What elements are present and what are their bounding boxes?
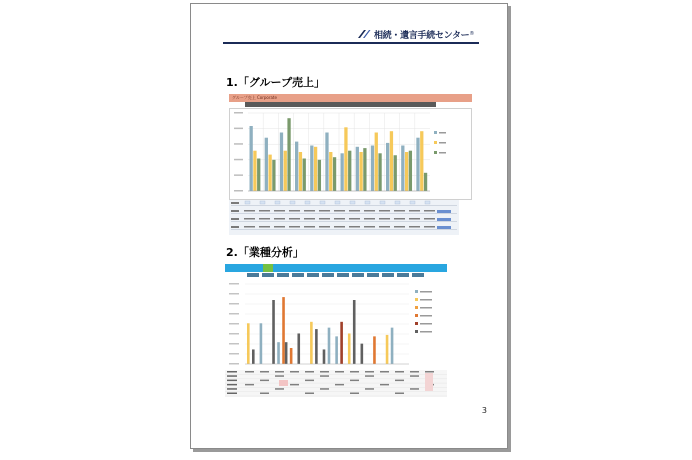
bar xyxy=(325,133,328,192)
bar xyxy=(290,348,293,364)
column-header xyxy=(350,201,355,204)
table-cell xyxy=(409,218,420,220)
bar xyxy=(268,155,271,191)
table-cell xyxy=(305,393,314,395)
legend-entry xyxy=(420,299,432,301)
table-cell xyxy=(395,371,404,373)
table-cell xyxy=(260,393,269,395)
table-cell xyxy=(424,210,435,212)
bar xyxy=(257,159,260,192)
column-header xyxy=(380,201,385,204)
row-label xyxy=(227,380,237,382)
chart2-table-cells xyxy=(225,370,447,397)
bar xyxy=(348,151,351,191)
column-header xyxy=(292,273,304,277)
bar xyxy=(333,157,336,191)
document-page xyxy=(190,3,508,449)
table-cell xyxy=(364,226,375,228)
chart2-svg xyxy=(225,278,447,370)
table-cell xyxy=(395,380,404,382)
table-cell xyxy=(274,226,285,228)
column-header xyxy=(247,273,259,277)
table-cell xyxy=(409,226,420,228)
row-label xyxy=(227,375,237,377)
table-cell xyxy=(424,218,435,220)
column-header xyxy=(260,201,265,204)
chart2-title-bar xyxy=(225,264,447,272)
page-number: 3 xyxy=(481,406,487,415)
chart-industry-analysis xyxy=(225,264,447,397)
y-tick-label xyxy=(229,303,239,305)
y-tick-label xyxy=(229,283,239,285)
bar xyxy=(285,342,288,364)
table-cell xyxy=(319,210,330,212)
bar xyxy=(252,349,255,364)
logo-text: 相続・遺言手続センター xyxy=(374,30,470,41)
bar xyxy=(260,323,263,364)
table-cell xyxy=(334,226,345,228)
column-header xyxy=(425,201,430,204)
row-label xyxy=(231,210,239,212)
table-cell xyxy=(365,375,374,377)
table-cell xyxy=(380,371,389,373)
column-header xyxy=(277,273,289,277)
row-label xyxy=(227,393,237,395)
table-cell xyxy=(379,210,390,212)
legend-swatch xyxy=(415,298,418,301)
column-header xyxy=(395,201,400,204)
y-tick-label xyxy=(229,353,239,355)
row-label xyxy=(231,218,239,220)
table-cell xyxy=(245,371,254,373)
table-cell xyxy=(305,380,314,382)
chart1-plot xyxy=(229,108,472,200)
highlight-cell xyxy=(279,380,288,386)
column-header xyxy=(365,201,370,204)
legend-entry xyxy=(420,291,432,293)
highlight-cell xyxy=(425,373,433,391)
table-cell xyxy=(425,371,434,373)
bar xyxy=(329,152,332,191)
table-cell xyxy=(289,226,300,228)
bar xyxy=(277,342,280,364)
table-cell xyxy=(244,210,255,212)
y-tick-label xyxy=(229,333,239,335)
bar xyxy=(284,151,287,191)
chart-group-sales xyxy=(229,94,472,235)
bar xyxy=(295,142,298,191)
bar xyxy=(282,297,285,364)
bar xyxy=(315,329,318,364)
row-label xyxy=(227,388,237,390)
table-cell xyxy=(320,388,329,390)
table-cell xyxy=(394,210,405,212)
table-cell xyxy=(245,384,254,386)
bar xyxy=(323,349,326,364)
table-cell xyxy=(260,380,269,382)
column-header xyxy=(410,201,415,204)
table-cell xyxy=(320,371,329,373)
y-tick-label xyxy=(229,313,239,315)
chart2-plot xyxy=(225,278,447,370)
bar xyxy=(363,148,366,191)
table-cell xyxy=(274,218,285,220)
y-tick-label xyxy=(234,159,243,161)
chart2-data-table xyxy=(225,370,447,397)
bar xyxy=(401,146,404,192)
bar xyxy=(328,328,331,364)
table-cell xyxy=(290,371,299,373)
table-cell xyxy=(349,226,360,228)
column-header xyxy=(245,201,250,204)
bar xyxy=(373,336,376,364)
table-cell xyxy=(259,218,270,220)
bar xyxy=(250,126,253,191)
bar xyxy=(299,152,302,191)
table-cell xyxy=(350,380,359,382)
legend-entry xyxy=(420,331,432,333)
bar xyxy=(335,336,338,364)
row-label xyxy=(231,226,239,228)
table-cell xyxy=(410,388,419,390)
bar xyxy=(272,160,275,191)
bar xyxy=(361,344,364,364)
bar xyxy=(253,151,256,191)
bar xyxy=(340,322,343,364)
table-cell xyxy=(320,375,329,377)
section-title-industry-analysis: 2.「業種分析」 xyxy=(226,246,304,259)
column-header xyxy=(320,201,325,204)
table-cell xyxy=(275,371,284,373)
bar xyxy=(416,138,419,191)
table-cell xyxy=(365,388,374,390)
column-header xyxy=(352,273,364,277)
bar xyxy=(386,143,389,191)
table-cell xyxy=(305,371,314,373)
table-cell xyxy=(349,210,360,212)
bar xyxy=(409,151,412,191)
table-cell xyxy=(244,226,255,228)
y-tick-label xyxy=(229,343,239,345)
table-cell xyxy=(334,210,345,212)
table-cell xyxy=(289,210,300,212)
table-cell xyxy=(350,371,359,373)
table-row xyxy=(231,221,457,222)
table-cell xyxy=(364,218,375,220)
legend-entry xyxy=(439,132,446,134)
bar xyxy=(424,173,427,191)
bar xyxy=(310,146,313,192)
table-cell xyxy=(274,210,285,212)
bar xyxy=(344,127,347,191)
table-cell xyxy=(289,218,300,220)
column-header xyxy=(337,273,349,277)
column-header xyxy=(290,201,295,204)
legend-swatch xyxy=(415,306,418,309)
legend-entry xyxy=(439,152,446,154)
column-header xyxy=(412,273,424,277)
chart1-month-header xyxy=(245,102,436,107)
bar xyxy=(287,118,290,191)
bar xyxy=(348,333,351,364)
table-cell xyxy=(350,393,359,395)
table-cell xyxy=(394,226,405,228)
table-cell xyxy=(259,210,270,212)
table-cell xyxy=(364,210,375,212)
bar xyxy=(359,152,362,191)
bar xyxy=(386,335,389,364)
section-title-group-sales: 1.「グループ売上」 xyxy=(226,76,325,89)
bar xyxy=(405,152,408,191)
bar xyxy=(272,300,275,364)
table-cell xyxy=(379,226,390,228)
bar xyxy=(391,328,394,364)
legend-entry xyxy=(420,323,432,325)
table-cell xyxy=(335,384,344,386)
bar xyxy=(297,333,300,364)
table-cell xyxy=(259,226,270,228)
legend-entry xyxy=(420,307,432,309)
column-header xyxy=(307,273,319,277)
table-cell xyxy=(334,218,345,220)
table-cell xyxy=(410,371,419,373)
table-cell xyxy=(380,384,389,386)
chart2-active-tab xyxy=(263,264,273,272)
y-tick-label xyxy=(229,323,239,325)
row-label xyxy=(227,384,237,386)
table-row xyxy=(231,229,457,230)
table-row xyxy=(231,205,457,206)
bar xyxy=(394,155,397,191)
bar xyxy=(265,138,268,191)
legend-swatch xyxy=(415,330,418,333)
bar xyxy=(390,131,393,191)
y-tick-label xyxy=(234,112,243,114)
table-cell xyxy=(395,393,404,395)
bar xyxy=(375,133,378,192)
header-rule xyxy=(223,42,479,44)
logo-mark-icon xyxy=(357,29,371,39)
bar xyxy=(356,147,359,191)
table-cell xyxy=(365,371,374,373)
bar xyxy=(420,131,423,191)
legend-swatch xyxy=(434,141,437,144)
table-row xyxy=(231,213,457,214)
legend-swatch xyxy=(434,151,437,154)
bar xyxy=(378,153,381,191)
y-tick-label xyxy=(229,293,239,295)
bar xyxy=(371,146,374,192)
table-cell xyxy=(290,384,299,386)
chart1-svg xyxy=(230,109,473,201)
registered-mark-icon: ® xyxy=(469,31,475,37)
table-cell xyxy=(349,218,360,220)
table-cell xyxy=(304,218,315,220)
bar xyxy=(341,153,344,191)
row-label xyxy=(227,371,237,373)
row-label xyxy=(231,202,239,204)
y-tick-label xyxy=(234,174,243,176)
company-logo xyxy=(357,26,474,42)
table-cell xyxy=(260,371,269,373)
legend-entry xyxy=(439,142,446,144)
chart1-data-table xyxy=(229,200,459,235)
table-cell xyxy=(409,210,420,212)
table-cell xyxy=(424,226,435,228)
table-cell xyxy=(335,371,344,373)
table-cell xyxy=(275,375,284,377)
bar xyxy=(280,133,283,192)
column-header xyxy=(382,273,394,277)
bar xyxy=(310,322,313,364)
table-cell xyxy=(410,375,419,377)
bar xyxy=(318,160,321,191)
chart1-caption: グループ売上 Corporate xyxy=(232,95,277,100)
column-header xyxy=(367,273,379,277)
column-header xyxy=(305,201,310,204)
table-cell xyxy=(275,388,284,390)
table-cell xyxy=(304,226,315,228)
legend-swatch xyxy=(415,314,418,317)
y-tick-label xyxy=(234,128,243,130)
column-header xyxy=(397,273,409,277)
column-header xyxy=(275,201,280,204)
y-tick-label xyxy=(234,190,243,192)
column-header xyxy=(322,273,334,277)
bar xyxy=(314,147,317,191)
bar xyxy=(247,323,250,364)
table-cell xyxy=(379,218,390,220)
table-cell xyxy=(319,218,330,220)
table-cell xyxy=(304,210,315,212)
y-tick-label xyxy=(229,363,239,365)
table-cell xyxy=(394,218,405,220)
legend-entry xyxy=(420,315,432,317)
column-header xyxy=(262,273,274,277)
table-cell xyxy=(244,218,255,220)
column-header xyxy=(335,201,340,204)
bar xyxy=(353,300,356,364)
legend-swatch xyxy=(415,290,418,293)
legend-swatch xyxy=(434,131,437,134)
legend-swatch xyxy=(415,322,418,325)
y-tick-label xyxy=(234,143,243,145)
bar xyxy=(303,159,306,192)
chart1-title-bar xyxy=(229,94,472,102)
table-cell xyxy=(319,226,330,228)
